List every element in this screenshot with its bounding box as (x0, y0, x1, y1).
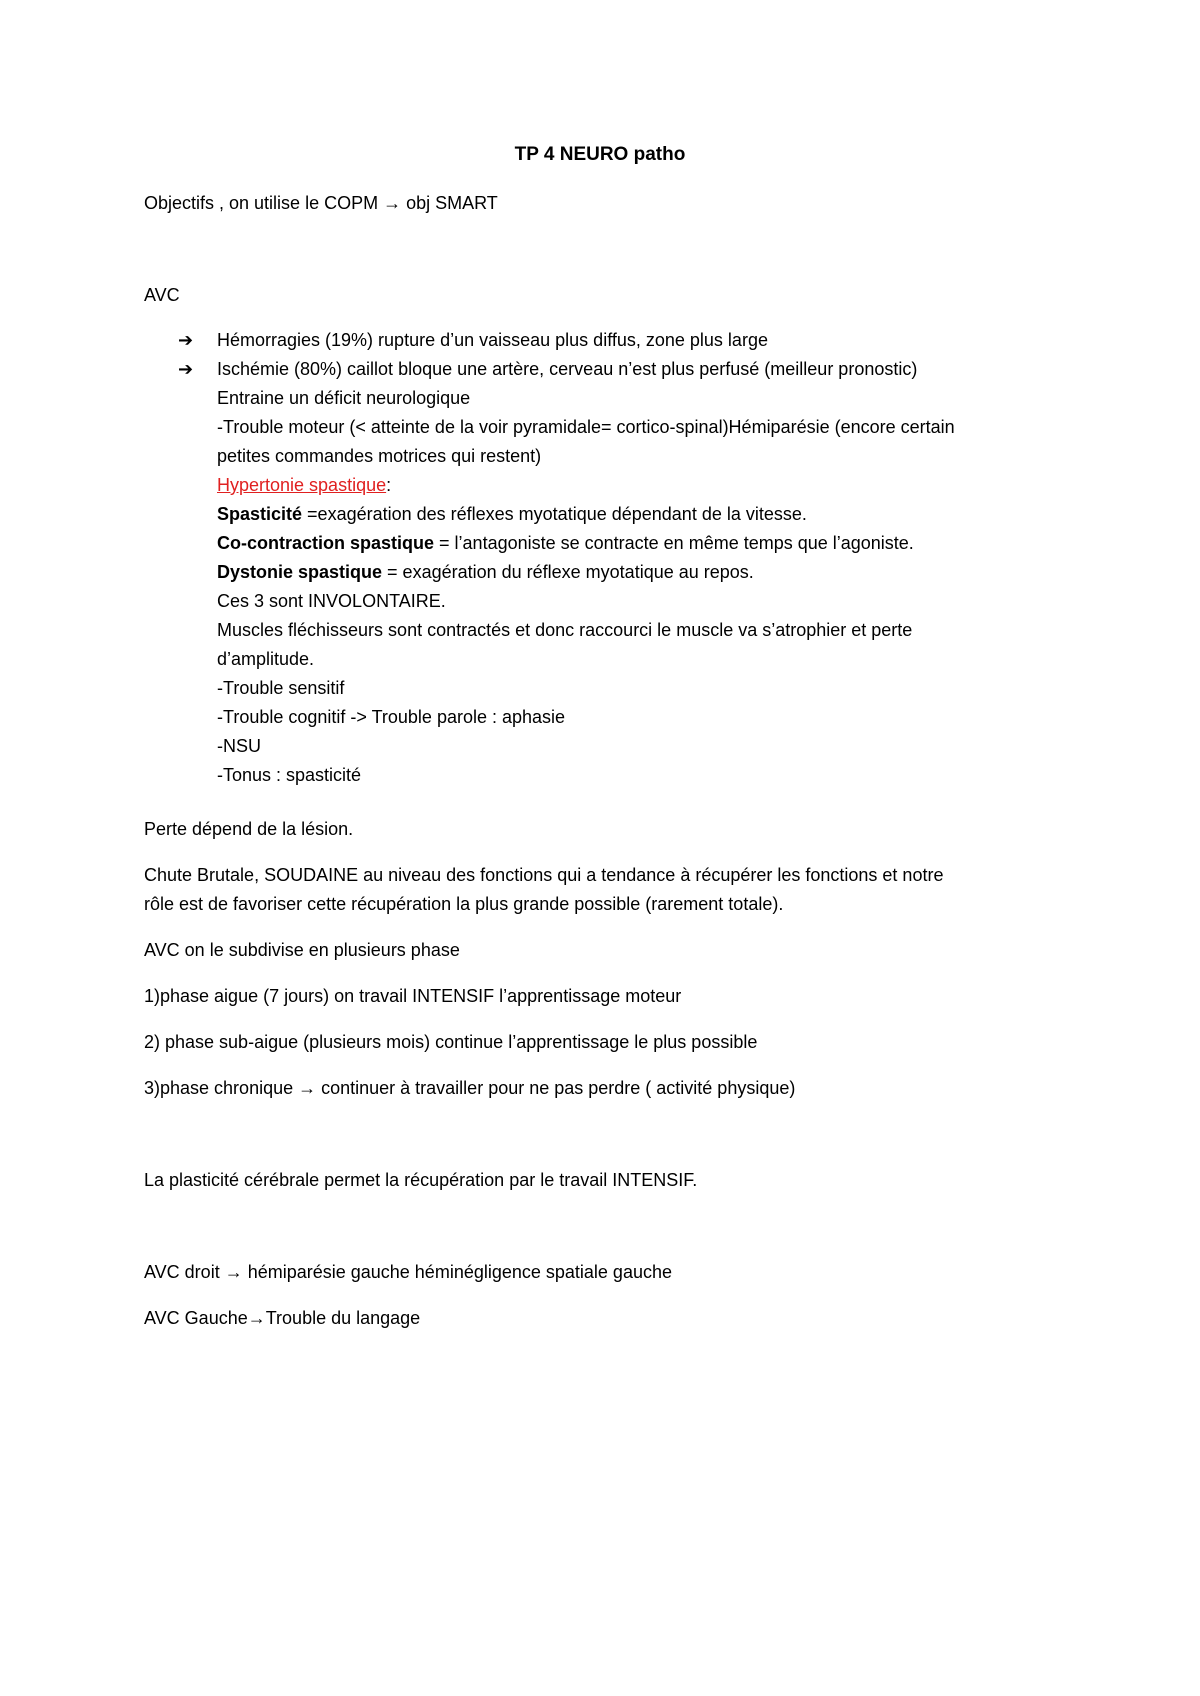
bullet-hemorragies (217, 326, 1080, 355)
perte-line: Perte dépend de la lésion. (144, 819, 354, 839)
cocontraction-definition: = l’antagoniste se contracte en même temps que l’agoniste. (434, 533, 914, 553)
dystonie-term: Dystonie spastique (217, 562, 383, 582)
avc-heading: AVC (144, 285, 180, 305)
dystonie-definition: = exagération du réflexe myotatique au repos. (382, 562, 754, 582)
indented-line: -Trouble cognitif -> Trouble parole : aphasie (217, 707, 566, 727)
hypertonie-colon: : (386, 475, 392, 495)
phase-2-line: 2) phase sub-aigue (plusieurs mois) continue l’apprentissage le plus possible (144, 1032, 758, 1052)
indented-line: Muscles fléchisseurs sont contractés et donc raccourci le muscle va s’atrophier et perte (217, 620, 913, 640)
avc-gauche-line: AVC Gauche→Trouble du langage (144, 1308, 421, 1328)
indented-line: petites commandes motrices qui restent) (217, 446, 542, 466)
hypertonie-link: Hypertonie spastique (217, 475, 387, 495)
cocontraction-term: Co-contraction spastique (217, 533, 435, 553)
indented-line: Entraine un déficit neurologique (217, 388, 471, 408)
chute-line-1: Chute Brutale, SOUDAINE au niveau des fonctions qui a tendance à récupérer les fonctions et notre (144, 865, 944, 885)
indented-line: -Tonus : spasticité (217, 765, 362, 785)
arrow-bullet-icon: ➔ (178, 359, 194, 379)
indented-line: -Trouble sensitif (217, 678, 345, 698)
arrow-bullet-icon: ➔ (178, 330, 194, 350)
document-title: TP 4 NEURO patho (514, 144, 686, 165)
hypertonie-line (217, 471, 1080, 500)
indented-line: -NSU (217, 736, 261, 756)
avc-droit-line: AVC droit → hémiparésie gauche héminégligence spatiale gauche (144, 1262, 672, 1282)
spasticite-term: Spasticité (217, 504, 303, 524)
objectifs-line: Objectifs , on utilise le COPM → obj SMART (144, 193, 498, 213)
bullet-ischemie (217, 355, 1080, 790)
subdivise-line: AVC on le subdivise en plusieurs phase (144, 940, 460, 960)
dystonie-line (217, 558, 1080, 587)
indented-line: Ces 3 sont INVOLONTAIRE. (217, 591, 446, 611)
phase-1-line: 1)phase aigue (7 jours) on travail INTENSIF l’apprentissage moteur (144, 986, 682, 1006)
bullet-text: Hémorragies (19%) rupture d’un vaisseau plus diffus, zone plus large (217, 330, 768, 350)
plasticite-line: La plasticité cérébrale permet la récupération par le travail INTENSIF. (144, 1170, 698, 1190)
chute-line-2: rôle est de favoriser cette récupération la plus grande possible (rarement totale). (144, 894, 784, 914)
indented-line: d’amplitude. (217, 649, 315, 669)
phase-3-line: 3)phase chronique → continuer à travailler pour ne pas perdre ( activité physique) (144, 1078, 796, 1098)
indented-line: -Trouble moteur (< atteinte de la voir pyramidale= cortico-spinal)Hémiparésie (encore certain (217, 417, 955, 437)
cocontraction-line (217, 529, 1080, 558)
spasticite-definition: =exagération des réflexes myotatique dépendant de la vitesse. (302, 504, 807, 524)
spasticite-line (217, 500, 1080, 529)
bullet-text: Ischémie (80%) caillot bloque une artère, cerveau n’est plus perfusé (meilleur pronostic) (217, 359, 918, 379)
